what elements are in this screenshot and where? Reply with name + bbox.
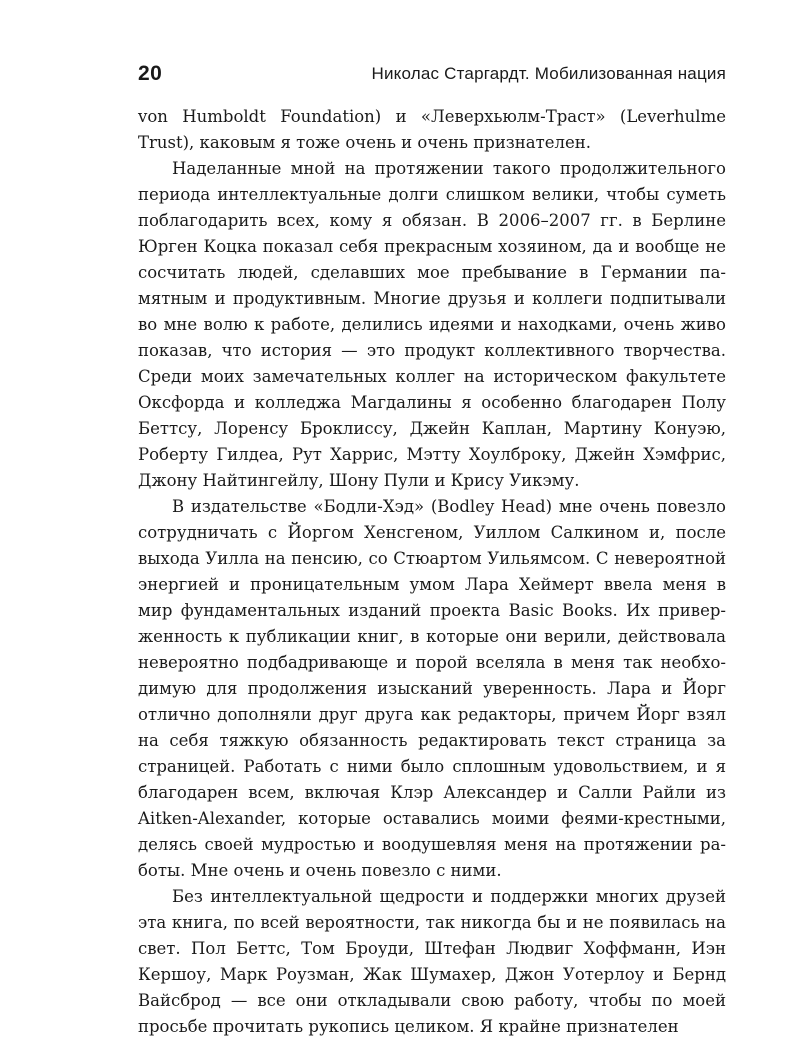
running-head-title: Николас Старгардт. Мобилизованная нация bbox=[371, 64, 726, 83]
paragraph-acknowledgements-publishers: В издательстве «Бодли-Хэд» (Bodley Head) мне очень повезло сотрудничать с Йоргом Хенсгеном, Уиллом Салкином и, после выхода Уилла на пенсию, со Стюартом Уильямсом. С невероятной энергией и проницательным умом Лара Хеймерт ввела меня в мир фундаментальных изданий проекта Basic Books. Их приверженность к публикации книг, в которые они верили, действовала невероятно подбадривающе и порой вселяла в меня так необходимую для продолжения изысканий уверенность. Лара и Йорг отлично дополняли друг друга как редакторы, причем Йорг взял на себя тяжкую обязанность редактировать текст страница за страницей. Работать с ними было сплошным удовольствием, и я благодарен всем, включая Клэр Александер и Салли Райли из Aitken-Alexander, которые оставались моими феями-крестными, делясь своей мудростью и воодушевляя меня на протяжении работы. Мне очень и очень повезло с ними. bbox=[138, 497, 726, 880]
running-head bbox=[138, 60, 726, 90]
body-text bbox=[138, 104, 726, 1040]
paragraph-continuation: von Humboldt Foundation) и «Леверхьюлм-Траст» (Leverhulme Trust), каковым я тоже очень и очень признателен. bbox=[138, 107, 726, 152]
paragraph-acknowledgements-colleagues: Наделанные мной на протяжении такого продолжительного периода интеллектуальные долги слишком велики, чтобы суметь поблагодарить всех, кому я обязан. В 2006–2007 гг. в Берлине Юрген Коцка показал себя прекрасным хозяином, да и вообще не сосчитать людей, сделавших мое пребывание в Германии памятным и продуктивным. Многие друзья и коллеги подпитывали во мне волю к работе, делились идеями и находками, очень живо показав, что история — это продукт коллективного творчества. Среди моих замечательных коллег на историческом факультете Оксфорда и колледжа Магдалины я особенно благодарен Полу Беттсу, Лоренсу Броклиссу, Джейн Каплан, Мартину Конуэю, Роберту Гилдеа, Рут Харрис, Мэтту Хоулброку, Джейн Хэмфрис, Джону Найтингейлу, Шону Пули и Крису Уикэму. bbox=[138, 159, 726, 490]
page-number: 20 bbox=[138, 62, 163, 85]
paragraph-acknowledgements-friends: Без интеллектуальной щедрости и поддержки многих друзей эта книга, по всей вероятности, так никогда бы и не появилась на свет. Пол Беттс, Том Броуди, Штефан Людвиг Хоффманн, Иэн Кершоу, Марк Роузман, Жак Шумахер, Джон Уотерлоу и Бернд Вайсброд — все они откладывали свою работу, чтобы по моей просьбе прочитать рукопись целиком. Я крайне признателен bbox=[138, 887, 726, 1036]
